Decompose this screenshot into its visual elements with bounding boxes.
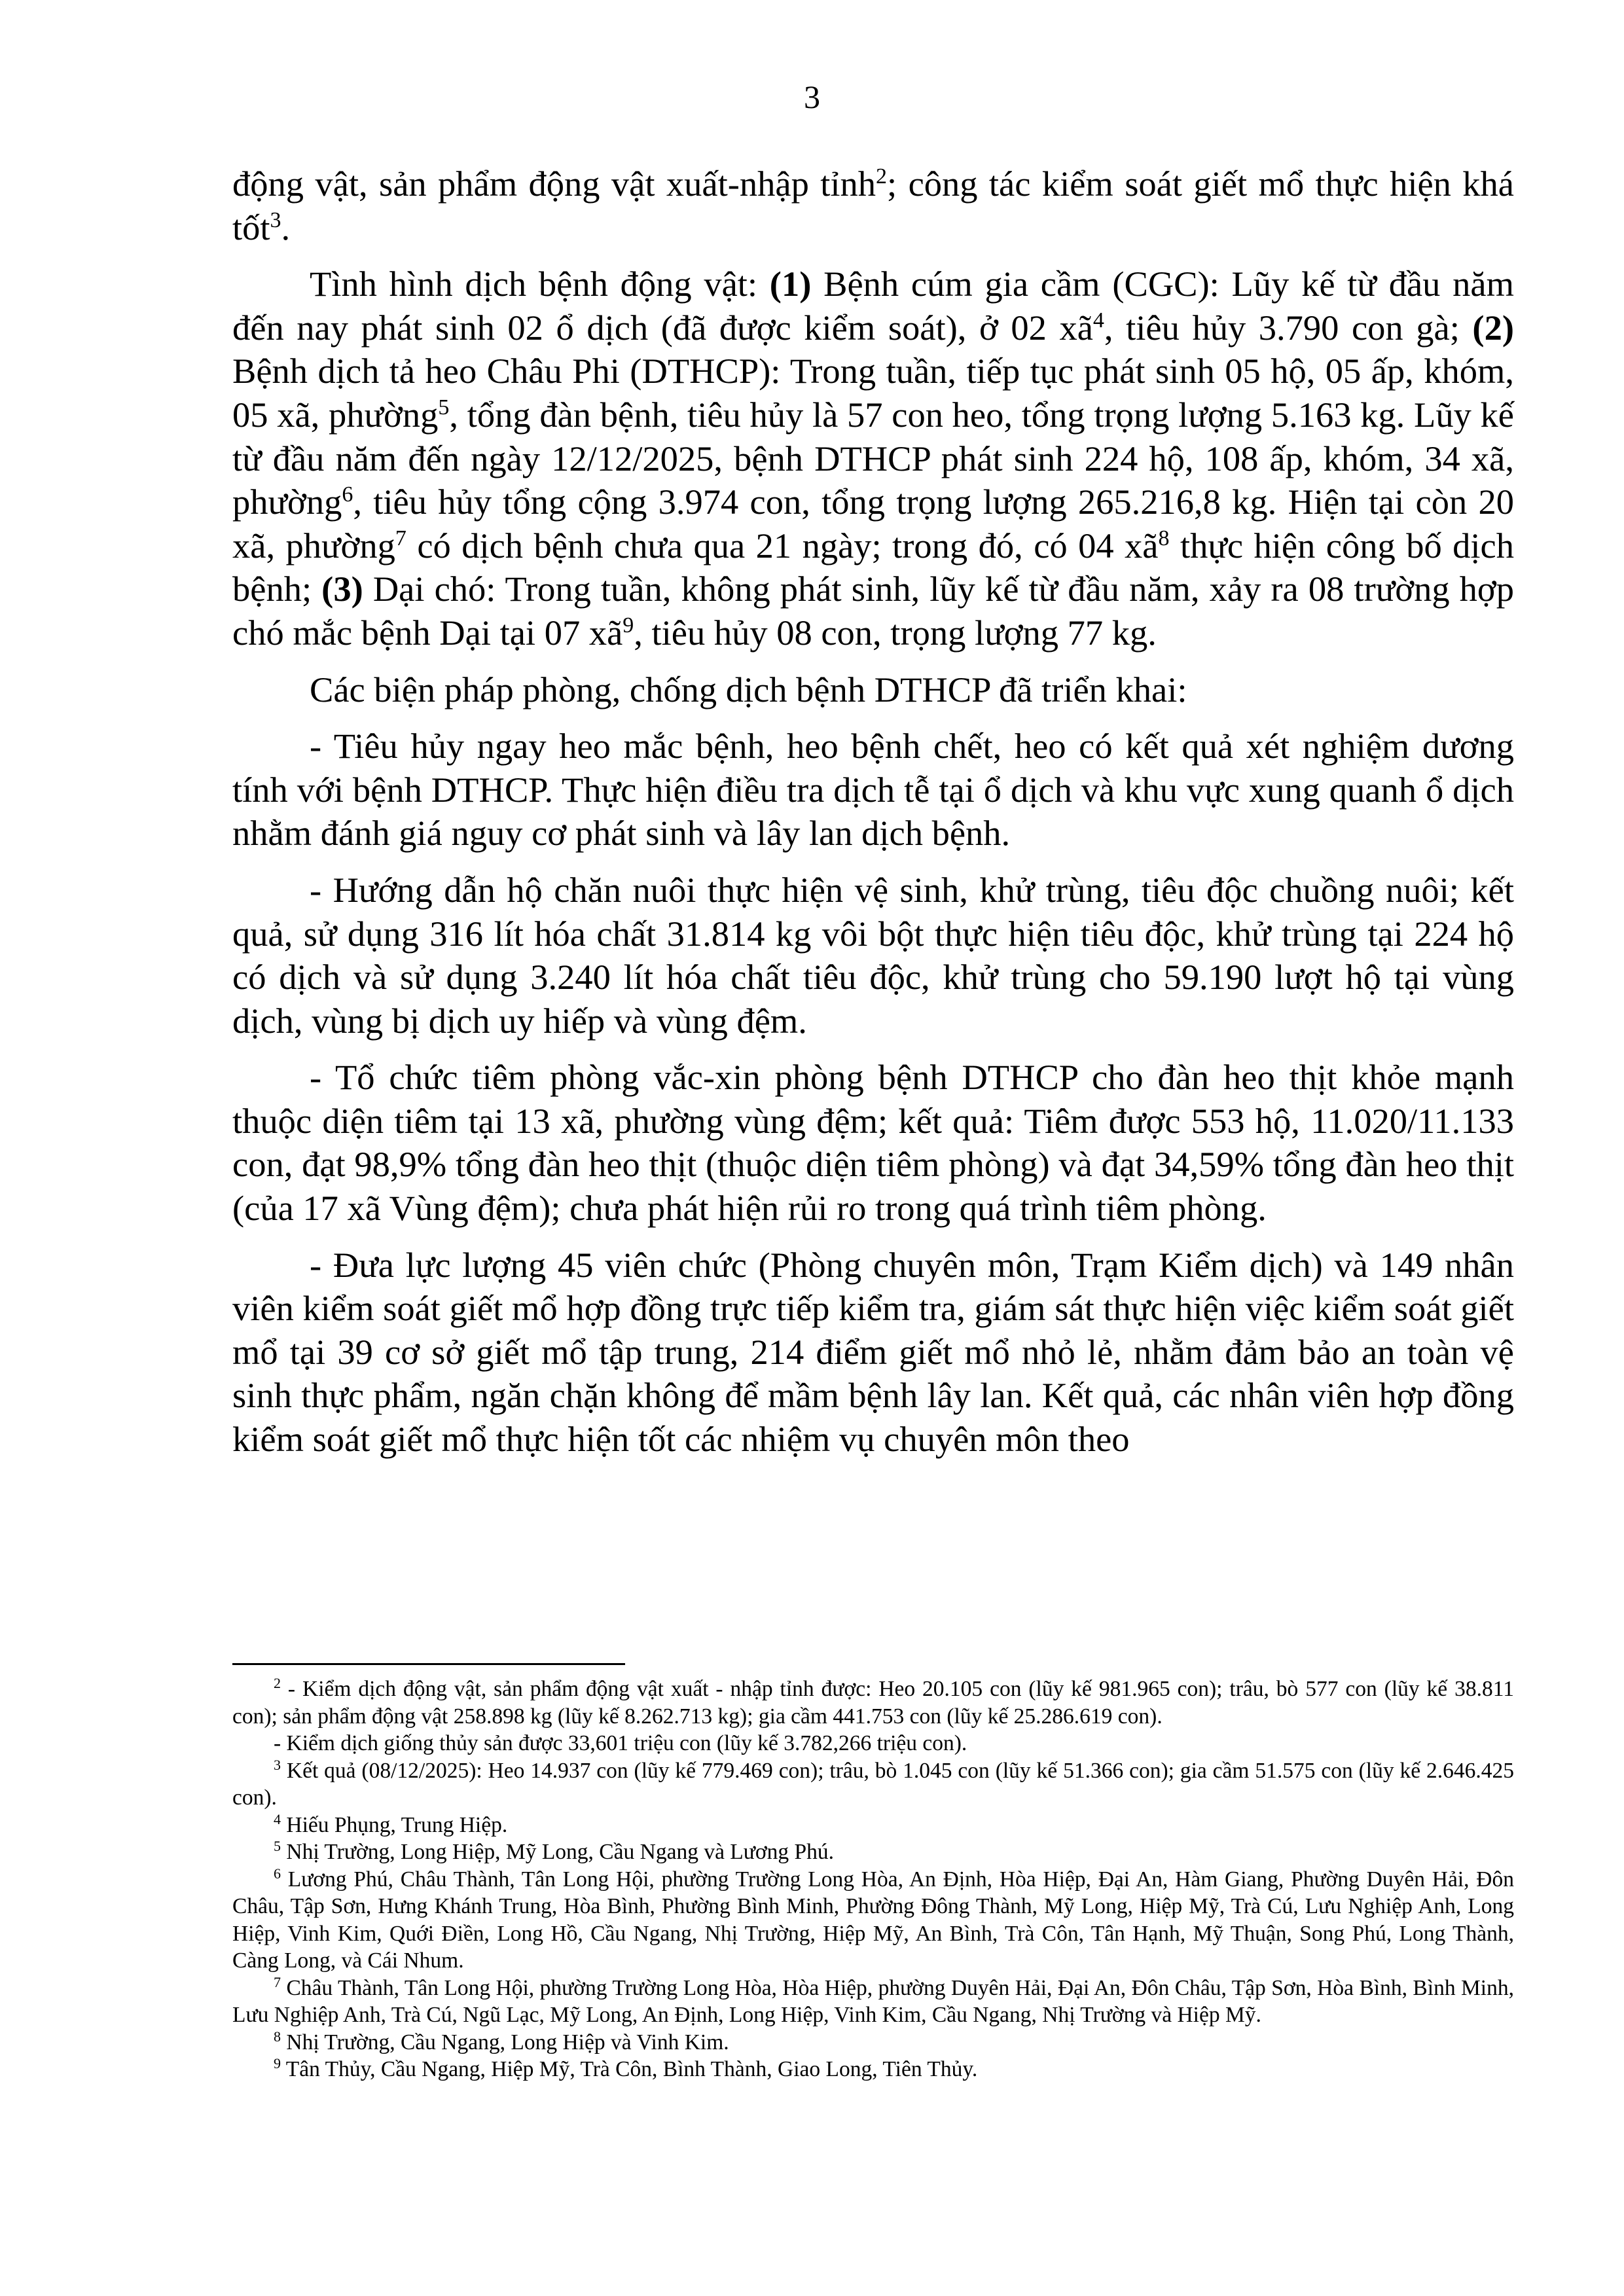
footnote-ref[interactable]: 9 (623, 613, 634, 637)
text-run: có dịch bệnh chưa qua 21 ngày; trong đó, có 04 xã (406, 525, 1159, 565)
footnote-ref[interactable]: 2 (876, 164, 888, 188)
body-text (232, 162, 1514, 1475)
footnote-text: Kết quả (08/12/2025): Heo 14.937 con (lũy kế 779.469 con); trâu, bò 1.045 con (lũy kế 51.366 con); gia cầm 51.575 con (lũy kế 2.646.425 con). (232, 1758, 1514, 1810)
footnote-text: Hiếu Phụng, Trung Hiệp. (281, 1812, 508, 1837)
text-run: thực hiện công bố dịch bệnh; (232, 525, 1514, 609)
text-run: , tiêu hủy tổng cộng 3.974 con, tổng trọng lượng 265.216,8 kg. Hiện tại còn 20 xã, phường (232, 482, 1514, 565)
footnote (232, 1975, 1514, 2029)
footnote-text: - Kiểm dịch động vật, sản phẩm động vật xuất - nhập tỉnh được: Heo 20.105 con (lũy kế 981.965 con); trâu, bò 577 con (lũy kế 38.811 con); sản phẩm động vật 258.898 kg (lũy kế 8.262.713 kg); gia cầm 441.753 con (lũy kế 25.286.619 con). (232, 1677, 1514, 1729)
footnote-text: - Kiểm dịch giống thủy sản được 33,601 triệu con (lũy kế 3.782,266 triệu con). (274, 1731, 967, 1755)
text-run: Bệnh dịch tả heo Châu Phi (DTHCP): Trong tuần, tiếp tục phát sinh 05 hộ, 05 ấp, khóm, 05 xã, phường (232, 351, 1514, 435)
footnote-mark: 6 (274, 1865, 281, 1882)
paragraph-measure-culling: - Tiêu hủy ngay heo mắc bệnh, heo bệnh chết, heo có kết quả xét nghiệm dương tính với bệnh DTHCP. Thực hiện điều tra dịch tễ tại ổ dịch và khu vực xung quanh ổ dịch nhằm đánh giá nguy cơ phát sinh và lây lan dịch bệnh. (232, 726, 1514, 853)
footnote (232, 1676, 1514, 1730)
footnote-separator (232, 1663, 625, 1665)
text-run: , tiêu hủy 08 con, trọng lượng 77 kg. (634, 612, 1157, 653)
footnote-mark: 5 (274, 1837, 281, 1854)
footnote-mark: 7 (274, 1973, 281, 1990)
text-run: , tiêu hủy 3.790 con gà; (1104, 307, 1473, 348)
item-number: (2) (1472, 307, 1514, 348)
text-run: động vật, sản phẩm động vật xuất-nhập tỉnh (232, 164, 876, 204)
footnote-ref[interactable]: 4 (1092, 308, 1104, 332)
item-number: (1) (769, 264, 812, 304)
paragraph-measure-slaughter-control: - Đưa lực lượng 45 viên chức (Phòng chuyên môn, Trạm Kiểm dịch) và 149 nhân viên kiểm soát giết mổ hợp đồng trực tiếp kiểm tra, giám sát thực hiện việc kiểm soát giết mổ tại 39 cơ sở giết mổ tập trung, 214 điểm giết mổ nhỏ lẻ, nhằm đảm bảo an toàn vệ sinh thực phẩm, ngăn chặn không để mầm bệnh lây lan. Kết quả, các nhân viên hợp đồng kiểm soát giết mổ thực hiện tốt các nhiệm vụ chuyên môn theo (232, 1244, 1514, 1460)
footnote-ref[interactable]: 8 (1158, 526, 1170, 550)
footnote (232, 2029, 1514, 2056)
footnote-text: Lương Phú, Châu Thành, Tân Long Hội, phường Trường Long Hòa, An Định, Hòa Hiệp, Đại An, Hàm Giang, Phường Duyên Hải, Đôn Châu, Tập Sơn, Hưng Khánh Trung, Hòa Bình, Phường Bình Minh, Phường Đông Thành, Mỹ Long, Hiệp Mỹ, Trà Cú, Lưu Nghiệp Anh, Long Hiệp, Vinh Kim, Quới Điền, Long Hồ, Cầu Ngang, Nhị Trường, Hiệp Mỹ, An Bình, Trà Côn, Tân Hạnh, Mỹ Thuận, Song Phú, Long Thành, Càng Long, và Cái Nhum. (232, 1867, 1514, 1973)
footnote-mark: 3 (274, 1756, 281, 1773)
footnote-mark: 2 (274, 1674, 281, 1691)
footnote-mark: 4 (274, 1810, 281, 1827)
footnote-text: Châu Thành, Tân Long Hội, phường Trường Long Hòa, Hòa Hiệp, phường Duyên Hải, Đại An, Đôn Châu, Tập Sơn, Hòa Bình, Bình Minh, Lưu Nghiệp Anh, Trà Cú, Ngũ Lạc, Mỹ Long, An Định, Long Hiệp, Vinh Kim, Cầu Ngang, Nhị Trường và Hiệp Mỹ. (232, 1975, 1514, 2027)
footnote-mark: 8 (274, 2028, 281, 2045)
footnote-ref[interactable]: 5 (438, 395, 450, 420)
footnote-mark: 9 (274, 2054, 281, 2072)
footnote (232, 1812, 1514, 1839)
footnote-ref[interactable]: 6 (342, 482, 353, 507)
paragraph-disease-situation (232, 262, 1514, 655)
text-run: ; công tác kiểm soát giết mổ thực hiện khá tốt (232, 164, 1514, 247)
paragraph-measures-heading: Các biện pháp phòng, chống dịch bệnh DTHCP đã triển khai: (310, 669, 1187, 709)
text-run: , tổng đàn bệnh, tiêu hủy là 57 con heo, tổng trọng lượng 5.163 kg. Lũy kế từ đầu năm đến ngày 12/12/2025, bệnh DTHCP phát sinh 224 hộ, 108 ấp, khóm, 34 xã, phường (232, 394, 1514, 522)
footnote-text: Nhị Trường, Long Hiệp, Mỹ Long, Cầu Ngang và Lương Phú. (281, 1840, 835, 1864)
footnote (232, 1757, 1514, 1812)
footnote (232, 1866, 1514, 1975)
text-run: Tình hình dịch bệnh động vật: (310, 264, 770, 304)
footnote (232, 2056, 1514, 2083)
footnote-ref[interactable]: 3 (270, 207, 281, 232)
footnote (232, 1730, 1514, 1757)
text-run: Dại chó: Trong tuần, không phát sinh, lũy kế từ đầu năm, xảy ra 08 trường hợp chó mắc bệnh Dại tại 07 xã (232, 569, 1514, 653)
paragraph-continuation (232, 162, 1514, 249)
footnote-text: Tân Thủy, Cầu Ngang, Hiệp Mỹ, Trà Côn, Bình Thành, Giao Long, Tiên Thủy. (281, 2057, 978, 2081)
footnotes (232, 1676, 1514, 2083)
paragraph-measure-disinfection: - Hướng dẫn hộ chăn nuôi thực hiện vệ sinh, khử trùng, tiêu độc chuồng nuôi; kết quả, sử dụng 316 lít hóa chất 31.814 kg vôi bột thực hiện tiêu độc, khử trùng tại 224 hộ có dịch và sử dụng 3.240 lít hóa chất tiêu độc, khử trùng cho 59.190 lượt hộ tại vùng dịch, vùng bị dịch uy hiếp và vùng đệm. (232, 869, 1514, 1041)
page-number: 3 (804, 79, 820, 115)
text-run: Bệnh cúm gia cầm (CGC): Lũy kế từ đầu năm đến nay phát sinh 02 ổ dịch (đã được kiểm soát), ở 02 xã (232, 264, 1514, 348)
footnote (232, 1839, 1514, 1866)
paragraph-measure-vaccination: - Tổ chức tiêm phòng vắc-xin phòng bệnh DTHCP cho đàn heo thịt khỏe mạnh thuộc diện tiêm tại 13 xã, phường vùng đệm; kết quả: Tiêm được 553 hộ, 11.020/11.133 con, đạt 98,9% tổng đàn heo thịt (thuộc diện tiêm phòng) và đạt 34,59% tổng đàn heo thịt (của 17 xã Vùng đệm); chưa phát hiện rủi ro trong quá trình tiêm phòng. (232, 1057, 1514, 1229)
footnote-ref[interactable]: 7 (395, 526, 406, 550)
item-number: (3) (321, 569, 363, 609)
footnote-text: Nhị Trường, Cầu Ngang, Long Hiệp và Vinh Kim. (281, 2030, 729, 2054)
text-run: . (281, 207, 291, 247)
